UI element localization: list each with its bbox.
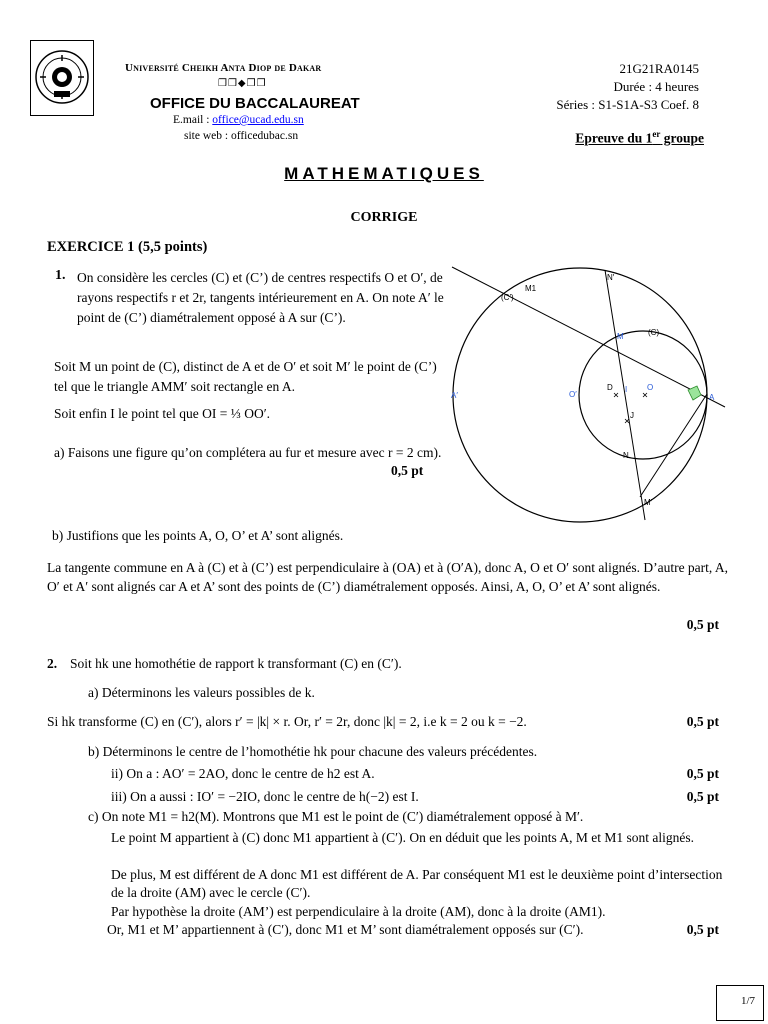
question-2b: b) Déterminons le centre de l’homothétie hk pour chacune des valeurs précédentes. <box>88 744 538 759</box>
label-n-prime: N′ <box>607 273 615 282</box>
label-a-prime: A′ <box>451 391 458 400</box>
page-number: 1/7 <box>740 995 755 1007</box>
question-b-answer: La tangente commune en A à (C) et à (C’) est perpendiculaire à (OA) et à (O′A), donc A, O et O′ sont alignés. D’autre part, A, O′ et A′ sont alignés car A et A’ sont des points de (C’) diamétralement opposés. Ainsi, A, O, O’ et A’ sont alignés. <box>47 560 729 594</box>
question-2c-line-4: Or, M1 et M’ appartiennent à (C′), donc M1 et M’ sont diamétralement opposés sur (C′). <box>107 922 584 937</box>
circle-c <box>579 331 707 459</box>
label-o: O <box>647 383 654 392</box>
question-2c-line-2: De plus, M est différent de A donc M1 est différent de A. Par conséquent M1 est le deuxième point d’intersection de la droite (AM) avec le cercle (C′). <box>111 867 723 900</box>
exam-group: Epreuve du 1er groupe <box>575 129 704 146</box>
label-o-prime: O′ <box>569 390 577 399</box>
exercise-heading: EXERCICE 1 (5,5 points) <box>47 239 208 255</box>
email-label: E.mail : <box>173 114 213 126</box>
label-n: N <box>623 451 629 460</box>
question-2c-line-3: Par hypothèse la droite (AM’) est perpendiculaire à la droite (AM), donc à la droite (AM1). <box>111 904 606 919</box>
exam-series: Séries : S1-S1A-S3 Coef. 8 <box>556 97 699 112</box>
page-title: MATHEMATIQUES <box>284 164 484 183</box>
line-m1-a <box>452 267 725 407</box>
question-2-text: Soit hk une homothétie de rapport k transformant (C) en (C′). <box>70 656 402 671</box>
university-logo <box>30 40 94 116</box>
website-line: site web : officedubac.sn <box>184 130 299 142</box>
paragraph-point-m: Soit M un point de (C), distinct de A et de O′ et soit M′ le point de (C’) tel que le triangle AMM′ soit rectangle en A. <box>54 359 437 394</box>
question-b: b) Justifions que les points A, O, O’ et A’ sont alignés. <box>52 528 344 543</box>
page-number-box <box>716 985 764 1021</box>
page-subtitle: CORRIGE <box>350 210 418 225</box>
question-1-number: 1. <box>55 268 66 283</box>
label-m: M <box>617 332 624 341</box>
question-2b-ii-points: 0,5 pt <box>686 789 719 804</box>
right-angle-marker <box>688 386 701 400</box>
label-a: A <box>709 393 715 402</box>
question-2b-ii: iii) On a aussi : IO′ = −2IO, donc le centre de h(−2) est I. <box>111 789 419 804</box>
question-2c: c) On note M1 = h2(M). Montrons que M1 est le point de (C′) diamétralement opposé à M′. <box>88 809 584 824</box>
question-2b-i-points: 0,5 pt <box>686 766 719 781</box>
label-j: J <box>630 411 634 420</box>
question-2a-answer: Si hk transforme (C) en (C′), alors r′ = |k| × r. Or, r′ = 2r, donc |k| = 2, i.e k = 2 ou k = −2. <box>47 714 527 729</box>
circle-c-prime <box>453 268 707 522</box>
exam-code: 21G21RA0145 <box>619 61 699 76</box>
header-ornament: ❒❒◆❒❒ <box>218 78 267 89</box>
question-1-text: On considère les cercles (C) et (C’) de centres respectifs O et O′, de rayons respectifs r et 2r, tangents intérieurement en A. On note A′ le point de (C’) diamétralement opposé à A sur (C’). <box>77 270 444 325</box>
question-2c-line-1: Le point M appartient à (C) donc M1 appartient à (C′). On en déduit que les points A, M et M1 sont alignés. <box>111 830 694 845</box>
exam-duration: Durée : 4 heures <box>613 79 699 94</box>
email-line <box>173 114 304 126</box>
university-name: Université Cheikh Anta Diop de Dakar <box>125 62 322 74</box>
question-2c-points: 0,5 pt <box>686 922 719 937</box>
question-2b-i: ii) On a : AO′ = 2AO, donc le centre de h2 est A. <box>111 766 375 781</box>
paragraph-point-i: Soit enfin I le point tel que OI = ⅓ OO′. <box>54 406 271 421</box>
office-name: OFFICE DU BACCALAUREAT <box>150 95 360 112</box>
label-i: I <box>625 385 628 394</box>
question-a-points: 0,5 pt <box>391 463 424 478</box>
label-d: D <box>607 383 613 392</box>
label-c: (C) <box>648 328 660 337</box>
line-n-prime-m-prime <box>605 270 645 520</box>
question-2a-points: 0,5 pt <box>686 714 719 729</box>
question-b-points: 0,5 pt <box>686 617 719 632</box>
geometry-figure <box>447 262 729 524</box>
label-m1: M1 <box>525 284 537 293</box>
question-2a: a) Déterminons les valeurs possibles de k. <box>88 685 315 700</box>
label-m-prime: M′ <box>644 498 653 507</box>
question-a: a) Faisons une figure qu’on complétera au fur et mesure avec r = 2 cm). <box>54 445 442 460</box>
question-2-number: 2. <box>47 656 58 671</box>
email-link[interactable]: office@ucad.edu.sn <box>212 114 304 126</box>
label-c-prime: (C′) <box>501 293 514 302</box>
